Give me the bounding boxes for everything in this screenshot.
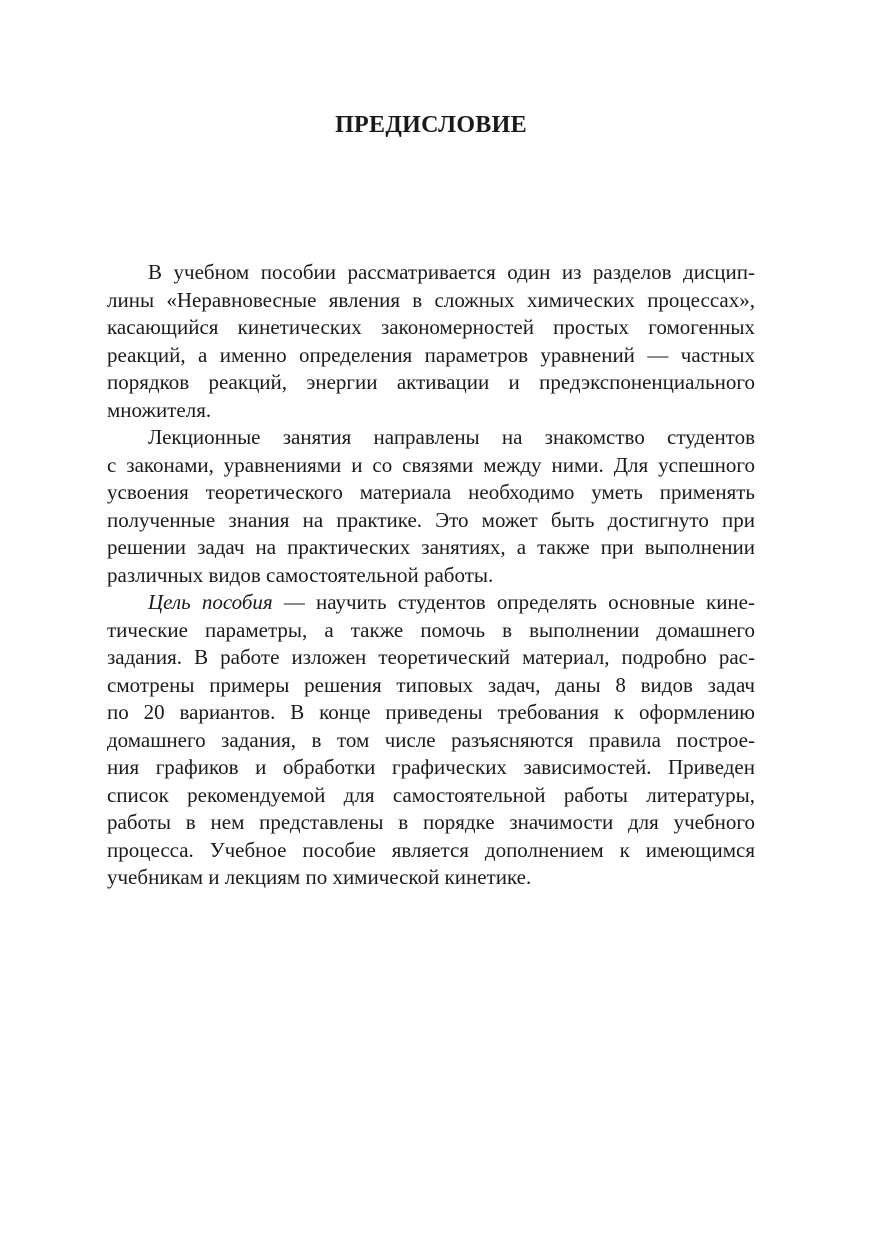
text-line: смотрены примеры решения типовых задач, даны 8 видов задач [107, 672, 755, 697]
text-line: множителя. [107, 397, 212, 422]
text-line: решении задач на практических занятиях, а также при выполнении [107, 535, 755, 559]
text-line: список рекомендуемой для самостоятельной работы литературы, [107, 782, 755, 807]
emphasis-term: Цель пособия [148, 590, 273, 614]
text-line: тические параметры, а также помочь в выполнении домашнего [107, 617, 755, 642]
text-line: усвоения теоретического материала необходимо уметь применять [107, 480, 755, 504]
text-line: В учебном пособии рассматривается один из разделов дисцип- [148, 260, 755, 284]
text-line: учебникам и лекциям по химической кинетике. [107, 865, 532, 889]
text-line: реакций, а именно определения параметров уравнений — частных [107, 342, 755, 367]
text-line: работы в нем представлены в порядке значимости для учебного [107, 810, 755, 834]
text-line: порядков реакций, энергии активации и предэкспоненциального [107, 370, 755, 394]
text-line: домашнего задания, в том числе разъясняются правила построе- [107, 727, 755, 752]
paragraph-1 [107, 259, 755, 424]
text-line: касающийся кинетических закономерностей простых гомогенных [107, 315, 755, 339]
text-line: процесса. Учебное пособие является дополнением к имеющимся [107, 837, 755, 862]
text-line [107, 589, 755, 617]
text-line: полученные знания на практике. Это может быть достигнуто при [107, 507, 755, 532]
paragraph-3 [107, 589, 755, 892]
text-line: Лекционные занятия направлены на знакомство студентов [148, 425, 755, 449]
text-line: различных видов самостоятельной работы. [107, 562, 494, 587]
text-fragment: — научить студентов определять основные кине- [272, 590, 755, 614]
text-line: ния графиков и обработки графических зависимостей. Приведен [107, 755, 755, 779]
text-line: по 20 вариантов. В конце приведены требования к оформлению [107, 700, 755, 724]
preface-body [107, 259, 755, 892]
page-title: ПРЕДИСЛОВИЕ [335, 112, 527, 138]
text-line: лины «Неравновесные явления в сложных химических процессах», [107, 287, 755, 312]
paragraph-2 [107, 424, 755, 589]
text-line: с законами, уравнениями и со связями между ними. Для успешного [107, 452, 755, 477]
text-line: задания. В работе изложен теоретический материал, подробно рас- [107, 645, 755, 669]
